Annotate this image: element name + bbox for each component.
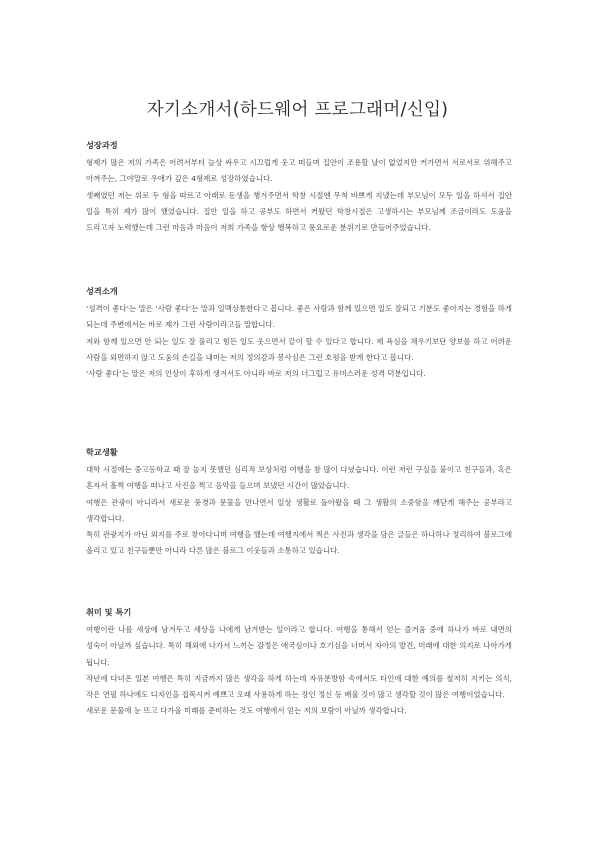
section-heading: 성격소개	[86, 286, 118, 296]
section-personality	[86, 285, 512, 382]
paragraph: 여행이란 나를 세상에 남겨두고 세상을 나에게 남겨받는 일이라고 합니다. 여행을 통해서 얻는 즐거움 중에 하나가 바로 내면의 성숙이 아닐까 싶습니다. 특히 해외에 나가서 느끼는 감정은 애국심이나 호기심을 너머서 자아의 발견, 미래에 대한 의지로 나아가게 됩니다.	[86, 625, 512, 667]
section-heading: 학교생활	[86, 447, 118, 457]
document-title: 자기소개서(하드웨어 프로그래머/신입)	[146, 100, 449, 120]
paragraph: ‘사람 좋다’는 말은 저의 인상이 후하게 생겨서도 아니라 바로 저의 너그럽고 유머스러운 성격 덕분입니다.	[86, 369, 426, 379]
paragraph: 형제가 많은 저의 가족은 어려서부터 늘상 싸우고 시끄럽게 웃고 떠들며 집안이 조용할 날이 없었지만 커가면서 서로서로 위해주고 아껴주는, 그야말로 우애가 깊은 4형제로 성장하였습니다.	[86, 158, 512, 184]
section-heading: 성장과정	[86, 140, 118, 150]
section-hobbies	[86, 606, 512, 720]
paragraph: 셋째였던 저는 위로 두 형을 따르고 아래로 동생을 챙겨주면서 학창 시절엔 무척 바쁘게 지냈는데 부모님이 모두 일을 하셔서 집안 일을 특히 제가 많이 했었습니다. 집안 일을 하고 공부도 하면서 커왔던 학창시절은 고생하시는 부모님께 조금이라도 도움을 드리고자 노력했는데 그런 마음과 마음이 저희 가족을 항상 행복하고 풍요로운 분위기로 만들어주었습니다.	[86, 190, 512, 233]
section-growth	[86, 139, 512, 236]
paragraph: 여행은 관광이 아니라서 새로운 풍경과 문물을 만나면서 일상 생활로 돌아왔을 때 그 생활의 소중함을 깨닫게 해주는 공부라고 생각합니다.	[86, 497, 512, 523]
paragraph: 작년에 다녀온 일본 여행은 특히 지금까지 많은 생각을 하게 하는데 자유분방함 속에서도 타인에 대한 예의를 철저히 지키는 의식, 작은 연필 하나에도 디자인을 접목시켜 예쁘고 오래 사용하게 하는 장인 정신 등 배울 것이 많고 생각할 것이 많은 여행이었습니다.	[86, 673, 512, 700]
paragraph: 특히 관광지가 아닌 외지를 주로 찾아다니며 여행을 했는데 여행지에서 찍은 사진과 생각을 담은 글들은 하나하나 정리하여 블로그에 올리고 있고 친구들뿐만 아니라 다른 많은 블로그 이웃들과 소통하고 있습니다.	[86, 530, 512, 556]
section-heading: 취미 및 특기	[86, 607, 132, 617]
section-school-life	[86, 446, 512, 560]
paragraph: ‘성격이 좋다’는 말은 ‘사람 좋다’는 말과 일맥상통한다고 봅니다. 좋은 사람과 함께 있으면 일도 잘되고 기분도 좋아지는 경험을 하게 되는데 주변에서는 바로 제가 그런 사람이라고들 말합니다.	[86, 304, 512, 330]
paragraph: 저와 함께 있으면 안 되는 일도 잘 풀리고 힘든 일도 웃으면서 같이 할 수 있다고 합니다. 제 욕심을 채우기보단 양보를 하고 어려운 사람을 외면하지 않고 도움의 손길을 내미는 저의 정의감과 봉사심은 그런 호평을 받게 한다고 봅니다.	[86, 336, 512, 362]
paragraph: 새로운 문물에 눈 뜨고 다가올 미래를 준비하는 것도 여행에서 얻는 저의 보람이 아닐까 생각합니다.	[86, 706, 407, 716]
paragraph: 대학 시절에는 중고등학교 때 잘 놀지 못했던 심리적 보상처럼 여행을 참 많이 다녔습니다. 이런 저런 구실을 붙이고 친구들과, 혹은 혼자서 훌쩍 여행을 떠나고 사진을 찍고 음악을 들으며 보냈던 시간이 많았습니다.	[86, 465, 512, 491]
